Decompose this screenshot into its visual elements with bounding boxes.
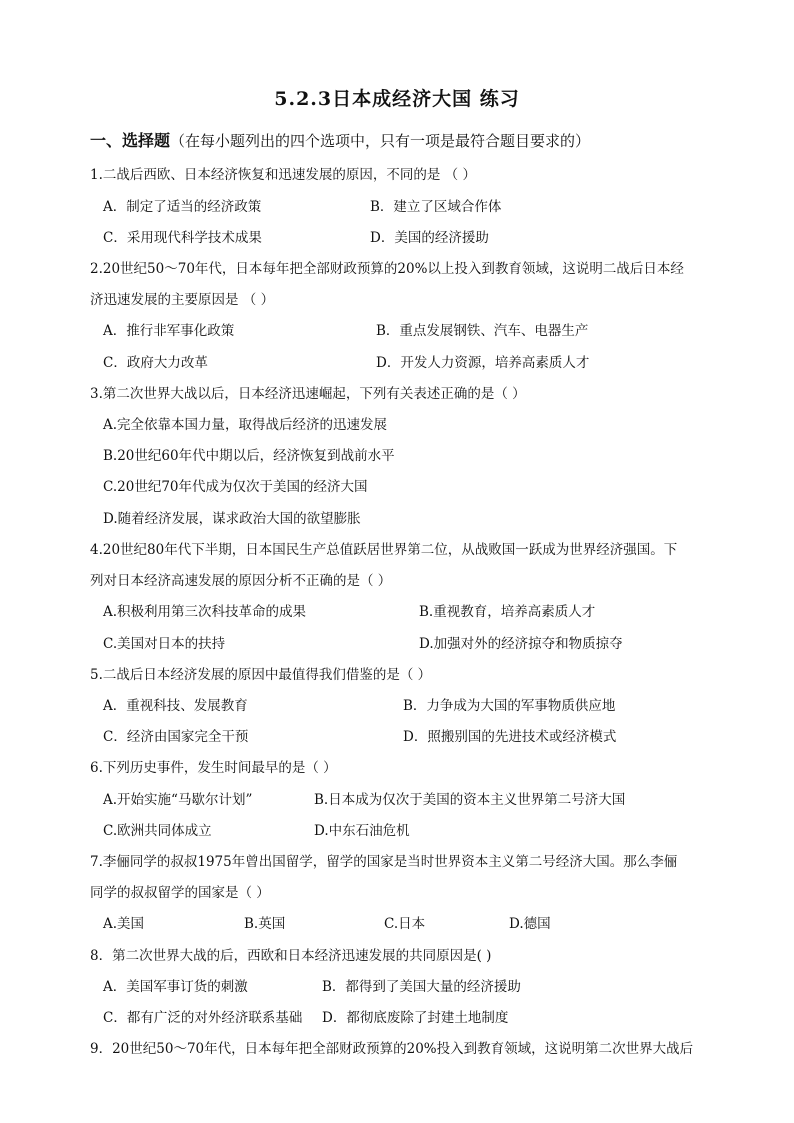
question-3-stem: 3.第二次世界大战以后，日本经济迅速崛起，下列有关表述正确的是（ ） [90,386,526,402]
page-title: 5.2.3日本成经济大国 练习 [274,88,520,110]
section-title: 一、选择题 [90,131,171,150]
question-3-option-b: B.20世纪60年代中期以后，经济恢复到战前水平 [103,448,395,464]
question-2-option-a: A．推行非军事化政策 [103,323,235,339]
question-2-option-c: C．政府大力改革 [103,355,208,371]
question-4-option-b: B.重视教育，培养高素质人才 [419,604,596,620]
question-7-option-c: C.日本 [384,916,426,932]
question-8-option-d: D．都彻底废除了封建土地制度 [322,1010,509,1026]
question-2-option-d: D．开发人力资源，培养高素质人才 [376,355,590,371]
question-6-option-b: B.日本成为仅次于美国的资本主义世界第二号济大国 [314,792,626,808]
question-7-stem-line-2: 同学的叔叔留学的国家是（ ） [90,885,270,901]
question-5-option-a: A．重视科技、发展教育 [103,698,248,714]
question-3-option-a: A.完全依靠本国力量，取得战后经济的迅速发展 [103,417,388,433]
question-4-option-a: A.积极利用第三次科技革命的成果 [103,604,307,620]
question-6-stem: 6.下列历史事件，发生时间最早的是（ ） [90,760,337,776]
question-4-option-c: C.美国对日本的扶持 [103,636,226,652]
question-4-stem-line-2: 列对日本经济高速发展的原因分析不正确的是（ ） [90,573,392,589]
question-5-option-d: D．照搬别国的先进技术或经济模式 [403,729,617,745]
question-8-option-c: C．都有广泛的对外经济联系基础 [103,1010,303,1026]
question-8-option-b: B．都得到了美国大量的经济援助 [322,979,521,995]
question-1-option-a: A．制定了适当的经济政策 [103,199,262,215]
question-3-option-d: D.随着经济发展，谋求政治大国的欲望膨胀 [103,511,361,527]
question-2-stem-line-2: 济迅速发展的主要原因是 （ ） [90,292,275,308]
question-1-stem: 1.二战后西欧、日本经济恢复和迅速发展的原因，不同的是 （ ） [90,167,476,183]
question-7-stem-line-1: 7.李俪同学的叔叔1975年曾出国留学，留学的国家是当时世界资本主义第二号经济大国。那么李俪 [90,854,678,870]
question-4-stem-line-1: 4.20世纪80年代下半期，日本国民生产总值跃居世界第二位，从战败国一跃成为世界经济强国。下 [90,542,678,558]
question-7-option-a: A.美国 [103,916,145,932]
question-6-option-d: D.中东石油危机 [314,823,410,839]
question-2-option-b: B．重点发展钢铁、汽车、电器生产 [376,323,589,339]
question-4-option-d: D.加强对外的经济掠夺和物质掠夺 [419,636,623,652]
question-5-stem: 5.二战后日本经济发展的原因中最值得我们借鉴的是（ ） [90,667,432,683]
section-note: （在每小题列出的四个选项中，只有一项是最符合题目要求的） [170,132,591,150]
question-6-option-c: C.欧洲共同体成立 [103,823,212,839]
section-heading [90,128,770,151]
question-6-option-a: A.开始实施“马歇尔计划” [103,792,253,808]
question-3-option-c: C.20世纪70年代成为仅次于美国的经济大国 [103,479,368,495]
question-8-option-a: A．美国军事订货的刺激 [103,979,248,995]
question-7-option-b: B.英国 [244,916,286,932]
question-2-stem-line-1: 2.20世纪50～70年代，日本每年把全部财政预算的20%以上投入到教育领域，这说明二战后日本经 [90,261,684,277]
question-1-option-d: D．美国的经济援助 [370,230,489,246]
question-7-option-d: D.德国 [509,916,551,932]
question-9-stem: 9．20世纪50～70年代，日本每年把全部财政预算的20%投入到教育领域，这说明第二次世界大战后 [90,1041,694,1057]
question-1-option-b: B．建立了区域合作体 [370,199,502,215]
question-1-option-c: C．采用现代科学技术成果 [103,230,262,246]
question-5-option-b: B．力争成为大国的军事物质供应地 [403,698,616,714]
question-5-option-c: C．经济由国家完全干预 [103,729,249,745]
question-8-stem: 8．第二次世界大战的后，西欧和日本经济迅速发展的共同原因是( ) [90,948,492,964]
